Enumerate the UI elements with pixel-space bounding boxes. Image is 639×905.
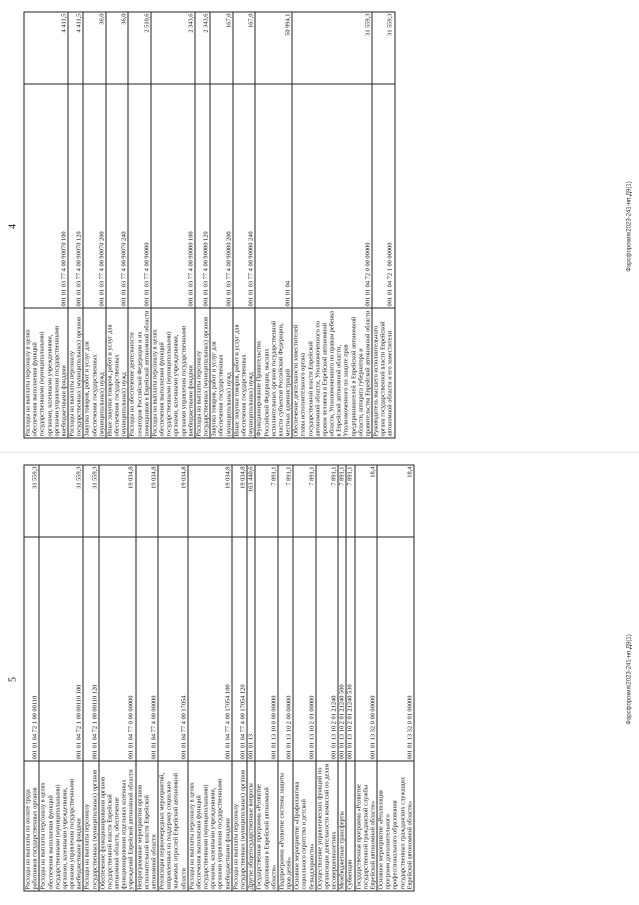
row-sum-cell: 19 034,8 — [136, 465, 159, 537]
budget-table-page-5 — [24, 465, 415, 892]
row-name-cell: Иные закупки товаров, работ и услуг для обеспечения государственных (муниципальных) нужд — [106, 308, 129, 438]
row-codes-cell: 001 01 03 77 4 00 90080 120 — [195, 84, 210, 308]
table-row — [255, 465, 278, 891]
table-row — [278, 465, 293, 891]
row-codes-cell: 001 01 13 32 0 01 00000 — [377, 537, 414, 761]
row-sum-cell: 50 994,1 — [255, 12, 292, 84]
row-name-cell: Обеспечение функционирования органов государственной власти Еврейской автономной области, обеспечение функционирования отдельных казенных учреждений Еврейской автономной области — [99, 761, 136, 891]
row-codes-cell: 001 01 03 77 4 00 90070 240 — [106, 84, 129, 308]
row-codes-cell: 001 01 03 77 4 00 90070 120 — [68, 84, 83, 308]
row-codes-cell: 001 01 04 77 4 00 17054 — [158, 537, 188, 761]
row-sum-cell: 36,0 — [83, 12, 106, 84]
row-sum-cell: 7 891,1 — [255, 465, 278, 537]
row-sum-cell: 31 559,3 — [24, 465, 39, 537]
row-codes-cell: 001 01 13 10 0 00 00000 — [255, 537, 278, 761]
row-sum-cell: 7 891,1 — [316, 465, 339, 537]
table-row — [83, 12, 106, 438]
row-name-cell: Закупка товаров, работ и услуг для обеспечения государственных (муниципальных) нужд — [210, 308, 233, 438]
table-row — [151, 12, 195, 438]
page-number: 5 — [7, 677, 19, 682]
page-number: 4 — [7, 224, 19, 229]
row-name-cell: Расходы на выплаты персоналу государственных (муниципальных) органов — [195, 308, 210, 438]
table-row — [128, 12, 151, 438]
row-sum-cell: 31 559,3 — [292, 12, 372, 84]
row-name-cell: Расходы на выплаты персоналу государственных (муниципальных) органов — [232, 761, 247, 891]
row-sum-cell: 7 891,1 — [338, 465, 346, 537]
row-name-cell: Руководитель высшего исполнительного органа государственной власти Еврейской автономной области и его заместители — [372, 308, 395, 438]
table-row — [338, 465, 346, 891]
row-codes-cell: 001 01 04 72 1 00 00110 120 — [83, 537, 98, 761]
page-footer: Фарсфорокия/2023-241-нп.Д9(1) — [626, 634, 633, 725]
row-codes-cell: 001 01 03 77 4 00 90080 — [128, 84, 151, 308]
table-row — [247, 465, 255, 891]
document-page-5 — [0, 453, 639, 905]
row-sum-cell: 2 510,6 — [128, 12, 151, 84]
row-name-cell: Другие общегосударственные вопросы — [247, 761, 255, 891]
row-name-cell: Расходы на выплаты персоналу в целях обеспечения выполнения функций государственными (муниципальными) органами, казенными учреждениями, органами управления государственными внебюджетными фондами — [188, 761, 232, 891]
row-sum-cell: 19 034,8 — [99, 465, 136, 537]
table-row — [24, 12, 68, 438]
row-sum-cell: 36,0 — [106, 12, 129, 84]
row-codes-cell: 001 01 13 10 2 01 21240 530 — [346, 537, 354, 761]
row-name-cell: Функционирование Правительства Российской Федерации, высших исполнительных органов государственной власти субъектов Российской Федерации, местных администраций — [255, 308, 292, 438]
row-name-cell: Обеспечение деятельности заместителей главы исполнительного органа государственной власти Еврейской автономной области, Уполномоченного по правам человека в Еврейской автономной области, Уполномоченного по правам ребенка в Еврейской автономной области, Уполномоченного по защите прав предпринимателей в Еврейской автономной области, аппарата губернатора и правительства Еврейской автономной области — [292, 308, 372, 438]
row-sum-cell: 4 411,5 — [68, 12, 83, 84]
table-row — [68, 12, 83, 438]
table-row — [24, 465, 39, 891]
row-name-cell: Государственная программа «Развитие государственной гражданской службы Еврейской автономной области» — [355, 761, 378, 891]
row-name-cell: Непрограммные мероприятия органов исполнительной власти Еврейской автономной области — [136, 761, 159, 891]
row-codes-cell: 001 01 03 77 4 00 90070 200 — [83, 84, 106, 308]
row-sum-cell: 2 343,6 — [151, 12, 195, 84]
table-row — [39, 465, 83, 891]
page-4-rotated-content — [0, 1, 639, 453]
row-sum-cell: 19 034,8 — [232, 465, 247, 537]
row-codes-cell: 001 01 13 10 2 01 21240 500 — [338, 537, 346, 761]
table-row — [158, 465, 188, 891]
table-row — [316, 465, 339, 891]
row-sum-cell: 7 891,1 — [278, 465, 293, 537]
table-row — [188, 465, 232, 891]
row-codes-cell: 001 01 13 — [247, 537, 255, 761]
row-sum-cell: 19 034,8 — [158, 465, 188, 537]
row-name-cell: Подпрограмма «Развитие системы защиты прав детей» — [278, 761, 293, 891]
row-sum-cell: 167,0 — [210, 12, 233, 84]
table-row — [377, 465, 414, 891]
row-name-cell: Расходы на выплаты персоналу государственных (муниципальных) органов — [68, 308, 83, 438]
table-row — [255, 12, 292, 438]
table-row — [293, 465, 316, 891]
row-name-cell: Межбюджетные трансферты — [338, 761, 346, 891]
table-row — [83, 465, 98, 891]
row-codes-cell: 001 01 13 10 2 00 00000 — [278, 537, 293, 761]
table-row — [210, 12, 233, 438]
row-name-cell: Расходы на выплаты персоналу в целях обеспечения выполнения функций государственными (муниципальными) органами, казенными учреждениями, органами управления государственными внебюджетными фондами — [151, 308, 195, 438]
page-5-rotated-content — [0, 454, 639, 905]
row-name-cell: Иные закупки товаров, работ и услуг для обеспечения государственных (муниципальных) нужд — [233, 308, 256, 438]
row-name-cell: Государственная программа «Развитие образования в Еврейской автономной области» — [255, 761, 278, 891]
row-sum-cell: 7 891,1 — [293, 465, 316, 537]
row-sum-cell: 7 891,1 — [346, 465, 354, 537]
row-name-cell: Расходы на обеспечение деятельности сенаторов Российской Федерации и их помощников в Еврейской автономной области — [128, 308, 151, 438]
row-name-cell: Расходы на выплаты персоналу в целях обеспечения выполнения функций государственными (муниципальными) органами, казенными учреждениями, органами управления государственными внебюджетными фондами — [39, 761, 83, 891]
row-codes-cell: 001 01 03 77 4 00 90080 200 — [210, 84, 233, 308]
row-codes-cell: 001 01 04 72 1 00 00000 — [372, 84, 395, 308]
row-sum-cell: 18,4 — [377, 465, 414, 537]
table-row — [233, 12, 256, 438]
table-row — [195, 12, 210, 438]
row-codes-cell: 001 01 04 77 4 00 17054 100 — [188, 537, 232, 761]
row-sum-cell: 2 343,6 — [195, 12, 210, 84]
row-codes-cell: 001 01 04 77 4 00 17054 120 — [232, 537, 247, 761]
table-row — [232, 465, 247, 891]
table-row — [372, 12, 395, 438]
table-row — [292, 12, 372, 438]
budget-table-page-4 — [24, 12, 396, 439]
table-row — [346, 465, 354, 891]
row-codes-cell: 001 01 13 10 2 01 21240 — [316, 537, 339, 761]
row-name-cell: Расходы на выплаты персоналу в целях обеспечения выполнения функций государственными (муниципальными) органами, казенными учреждениями, органами управления государственными внебюджетными фондами — [24, 308, 68, 438]
row-codes-cell: 001 01 03 77 4 00 90080 100 — [151, 84, 195, 308]
row-sum-cell: 4 411,5 — [24, 12, 68, 84]
row-name-cell: Основное мероприятие «Профилактика социального сиротства и детской безнадзорности» — [293, 761, 316, 891]
row-codes-cell: 001 01 04 77 4 00 00000 — [136, 537, 159, 761]
table-row — [355, 465, 378, 891]
row-codes-cell: 001 01 04 — [255, 84, 292, 308]
row-codes-cell: 001 01 03 77 4 00 90080 240 — [233, 84, 256, 308]
row-sum-cell: 19 034,8 — [188, 465, 232, 537]
page-footer: Фарсфорокия/2023-241-нп.Д9(1) — [626, 181, 633, 272]
row-name-cell: Субвенции — [346, 761, 354, 891]
row-sum-cell: 31 559,3 — [83, 465, 98, 537]
row-name-cell: Реализация первоочередных мероприятий, направленных на поддержку социально значимых отраслей Еврейской автономной области — [158, 761, 188, 891]
row-name-cell: Расходы на выплаты персоналу государственных (муниципальных) органов — [83, 761, 98, 891]
document-page-4 — [0, 0, 639, 452]
row-codes-cell: 001 01 13 32 0 00 00000 — [355, 537, 378, 761]
row-codes-cell: 001 01 04 72 1 00 00110 100 — [39, 537, 83, 761]
row-sum-cell: 31 559,3 — [39, 465, 83, 537]
row-sum-cell: 31 559,3 — [372, 12, 395, 84]
row-codes-cell: 001 01 04 72 1 00 00110 — [24, 537, 39, 761]
row-sum-cell: 18,4 — [355, 465, 378, 537]
table-row — [106, 12, 129, 438]
row-sum-cell: 163 440,6 — [247, 465, 255, 537]
row-name-cell: Осуществление управленческих функций по организации деятельности комиссий по делам несовершеннолетних — [316, 761, 339, 891]
row-name-cell: Закупка товаров, работ и услуг для обеспечения государственных (муниципальных) нужд — [83, 308, 106, 438]
row-sum-cell: 167,0 — [233, 12, 256, 84]
row-codes-cell: 001 01 13 10 2 01 00000 — [293, 537, 316, 761]
row-codes-cell: 001 01 03 77 4 00 90070 100 — [24, 84, 68, 308]
row-name-cell: Расходы на выплаты по оплате труда работников государственных органов — [24, 761, 39, 891]
row-name-cell: Основное мероприятие «Реализация программ дополнительного профессионального образования государственных гражданских служащих Еврейской автономной области» — [377, 761, 414, 891]
table-row — [136, 465, 159, 891]
row-codes-cell: 001 01 04 77 0 00 00000 — [99, 537, 136, 761]
row-codes-cell: 001 01 04 72 0 00 00000 — [292, 84, 372, 308]
table-row — [99, 465, 136, 891]
